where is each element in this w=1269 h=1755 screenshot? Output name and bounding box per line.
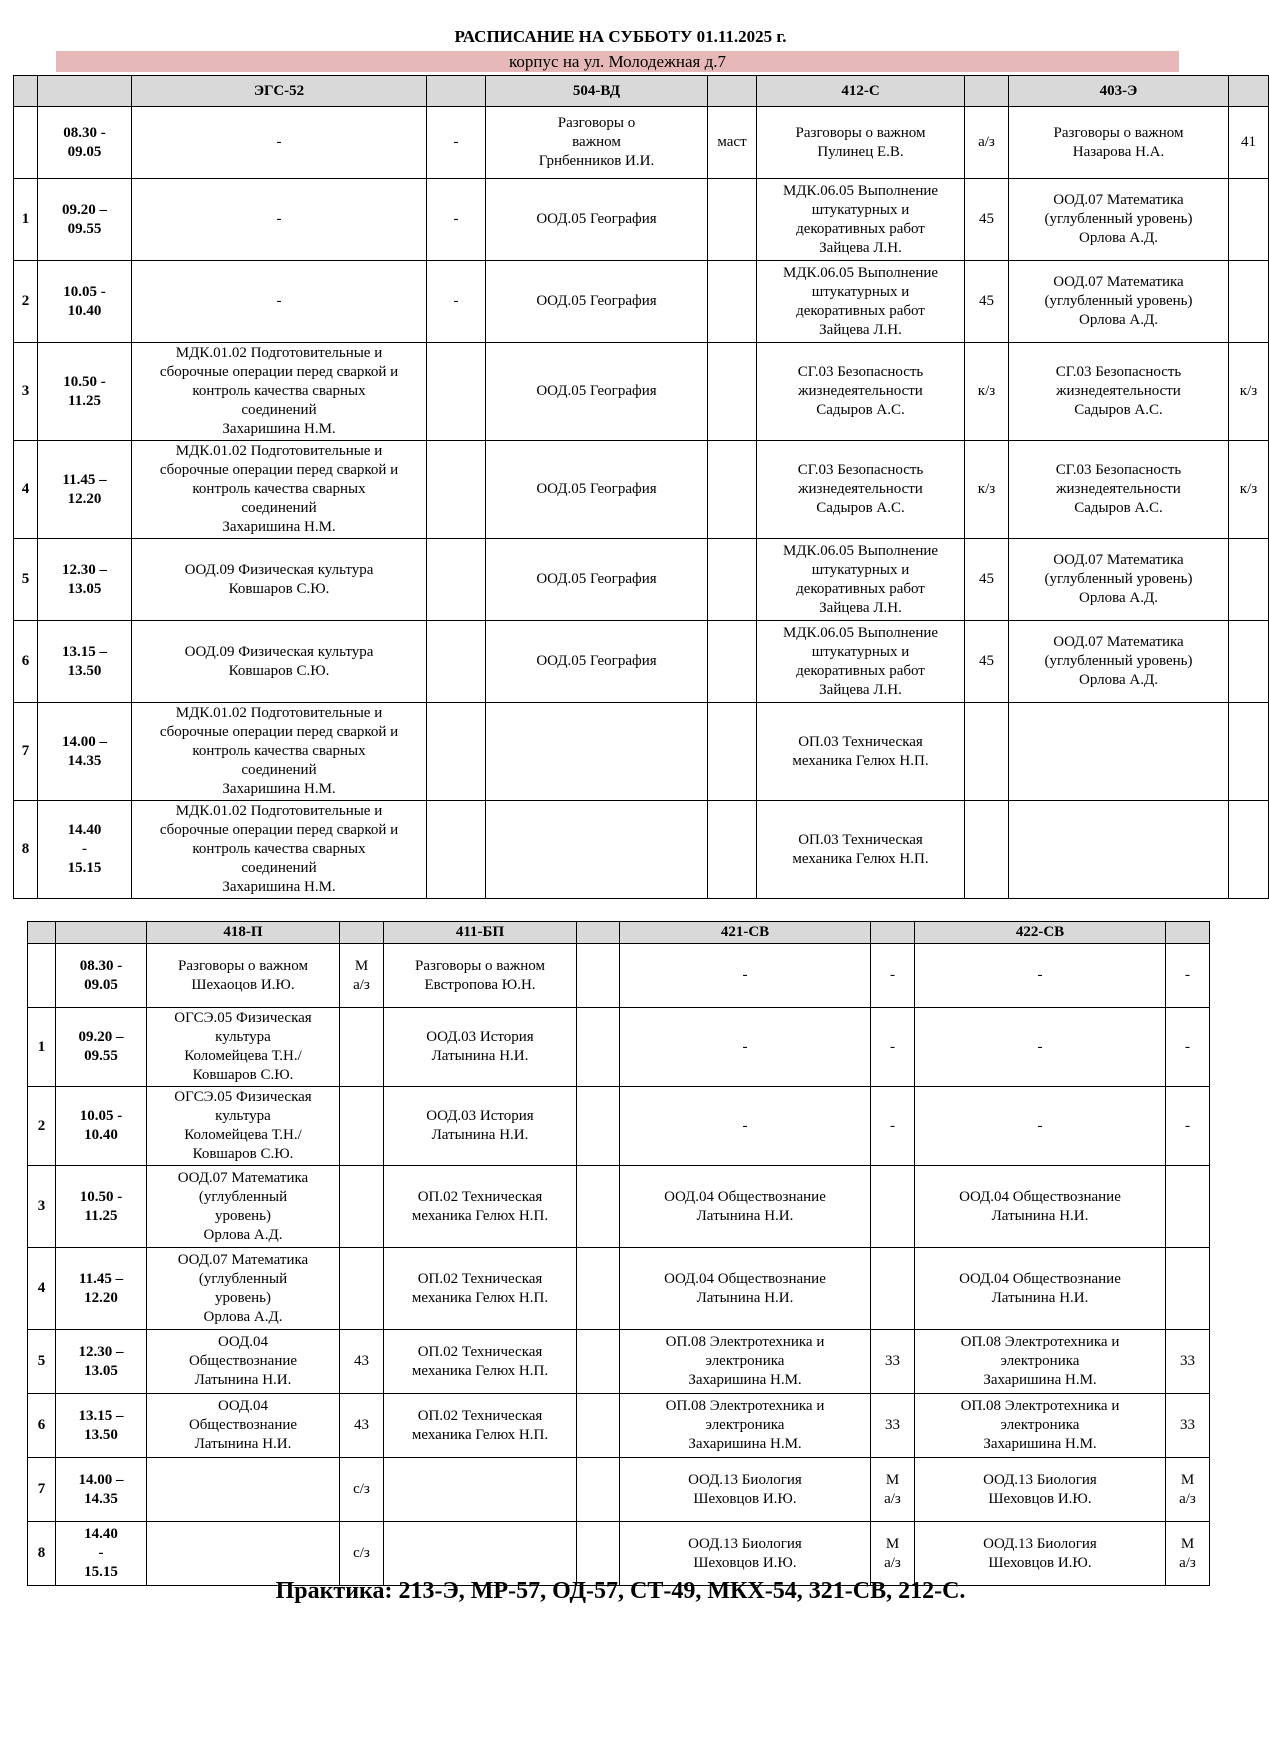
room-cell [708,621,757,703]
room-cell: 33 [1166,1394,1210,1458]
room-cell [1229,179,1269,261]
room-cell: 33 [871,1394,915,1458]
lesson-number: 8 [28,1522,56,1586]
room-cell [1229,801,1269,899]
lesson-time: 11.45 – 12.20 [38,441,132,539]
room-cell: 45 [965,621,1009,703]
room-cell [871,1166,915,1248]
lesson-cell: ООД.05 География [486,343,708,441]
lesson-number: 5 [14,539,38,621]
lesson-cell: ОП.03 Техническая механика Гелюх Н.П. [757,801,965,899]
lesson-cell: МДК.06.05 Выполнение штукатурных и декоративных работ Зайцева Л.Н. [757,621,965,703]
lesson-cell: СГ.03 Безопасность жизнедеятельности Садыров А.С. [1009,441,1229,539]
lesson-number: 5 [28,1330,56,1394]
lesson-cell: - [620,1008,871,1087]
lesson-number [14,107,38,179]
table-row [28,1522,1210,1586]
lesson-cell: ОП.08 Электротехника и электроника Захаришина Н.М. [620,1394,871,1458]
room-cell: - [427,179,486,261]
group-header: 421-СВ [620,922,871,944]
lesson-cell: СГ.03 Безопасность жизнедеятельности Садыров А.С. [757,343,965,441]
lesson-cell: Разговоры о важном Шехаоцов И.Ю. [147,944,340,1008]
lesson-cell: ОП.02 Техническая механика Гелюх Н.П. [384,1394,577,1458]
table-row [14,107,1269,179]
lesson-cell: Разговоры о важном Евстропова Ю.Н. [384,944,577,1008]
room-cell: М а/з [871,1522,915,1586]
practice-footer: Практика: 213-Э, МР-57, ОД-57, СТ-49, МКХ-54, 321-СВ, 212-С. [275,1578,966,1604]
lesson-cell: Разговоры о важном Пулинец Е.В. [757,107,965,179]
room-cell: М а/з [340,944,384,1008]
lesson-cell: ООД.04 Обществознание Латынина Н.И. [620,1248,871,1330]
room-cell [577,1248,620,1330]
lesson-cell: ООД.03 История Латынина Н.И. [384,1008,577,1087]
lesson-cell: ОП.08 Электротехника и электроника Захаришина Н.М. [915,1330,1166,1394]
lesson-cell: ОП.02 Техническая механика Гелюх Н.П. [384,1248,577,1330]
room-cell [1166,1248,1210,1330]
table-row [14,621,1269,703]
table-row [14,801,1269,899]
lesson-cell: ООД.07 Математика (углубленный уровень) Орлова А.Д. [1009,261,1229,343]
lesson-number [28,944,56,1008]
lesson-time: 10.05 - 10.40 [38,261,132,343]
room-cell [871,1248,915,1330]
room-cell [708,801,757,899]
header-blank [965,76,1009,107]
lesson-cell: ООД.07 Математика (углубленный уровень) Орлова А.Д. [147,1248,340,1330]
room-cell: 41 [1229,107,1269,179]
table-row [14,703,1269,801]
lesson-cell: ОП.03 Техническая механика Гелюх Н.П. [757,703,965,801]
lesson-cell: ООД.04 Обществознание Латынина Н.И. [147,1330,340,1394]
lesson-cell: - [915,944,1166,1008]
group-header: 422-СВ [915,922,1166,944]
lesson-time: 14.00 – 14.35 [56,1458,147,1522]
room-cell: с/з [340,1522,384,1586]
lesson-time: 14.00 – 14.35 [38,703,132,801]
room-cell: к/з [965,441,1009,539]
room-cell: - [1166,1087,1210,1166]
table-row [14,343,1269,441]
room-cell [577,1458,620,1522]
lesson-cell: ООД.13 Биология Шеховцов И.Ю. [620,1458,871,1522]
lesson-time: 10.50 - 11.25 [38,343,132,441]
room-cell [577,944,620,1008]
lesson-number: 3 [28,1166,56,1248]
lesson-cell: ОП.08 Электротехника и электроника Захаришина Н.М. [915,1394,1166,1458]
room-cell [577,1087,620,1166]
room-cell: 43 [340,1330,384,1394]
lesson-number: 4 [14,441,38,539]
room-cell [1166,1166,1210,1248]
table-row [28,1166,1210,1248]
lesson-cell: - [132,179,427,261]
lesson-cell: ООД.04 Обществознание Латынина Н.И. [915,1166,1166,1248]
group-header: 403-Э [1009,76,1229,107]
room-cell [427,343,486,441]
lesson-cell: - [132,107,427,179]
lesson-cell [486,703,708,801]
lesson-cell: МДК.01.02 Подготовительные и сборочные операции перед сваркой и контроль качества сварных соединений Захаришина Н.М. [132,343,427,441]
table-header-row [14,76,1269,107]
table-row [14,179,1269,261]
table-row [28,1248,1210,1330]
lesson-cell: ОГСЭ.05 Физическая культура Коломейцева Т.Н./ Ковшаров С.Ю. [147,1087,340,1166]
room-cell [340,1248,384,1330]
header-blank [577,922,620,944]
lesson-cell: МДК.06.05 Выполнение штукатурных и декоративных работ Зайцева Л.Н. [757,179,965,261]
lesson-cell: ООД.05 География [486,539,708,621]
room-cell [708,703,757,801]
room-cell [340,1166,384,1248]
header-blank [340,922,384,944]
room-cell: с/з [340,1458,384,1522]
room-cell [708,441,757,539]
lesson-number: 1 [14,179,38,261]
lesson-time: 08.30 - 09.05 [56,944,147,1008]
room-cell [1229,703,1269,801]
room-cell [1229,539,1269,621]
lesson-cell [147,1458,340,1522]
table-header-row [28,922,1210,944]
room-cell [427,441,486,539]
lesson-time: 09.20 – 09.55 [56,1008,147,1087]
room-cell [708,343,757,441]
page-title: РАСПИСАНИЕ НА СУББОТУ 01.11.2025 г. [454,27,787,46]
lesson-cell [384,1458,577,1522]
room-cell [708,261,757,343]
group-header: 412-С [757,76,965,107]
lesson-cell: ООД.07 Математика (углубленный уровень) Орлова А.Д. [147,1166,340,1248]
lesson-cell: ООД.05 География [486,261,708,343]
room-cell [577,1008,620,1087]
lesson-time: 10.05 - 10.40 [56,1087,147,1166]
lesson-cell: ОГСЭ.05 Физическая культура Коломейцева Т.Н./ Ковшаров С.Ю. [147,1008,340,1087]
lesson-time: 13.15 – 13.50 [38,621,132,703]
room-cell: - [1166,944,1210,1008]
room-cell: - [1166,1008,1210,1087]
room-cell [427,539,486,621]
group-header: ЭГС-52 [132,76,427,107]
table-row [14,539,1269,621]
lesson-cell: ООД.13 Биология Шеховцов И.Ю. [915,1458,1166,1522]
lesson-number: 3 [14,343,38,441]
lesson-cell: СГ.03 Безопасность жизнедеятельности Садыров А.С. [757,441,965,539]
room-cell [965,801,1009,899]
table-row [28,1008,1210,1087]
lesson-cell: ООД.04 Обществознание Латынина Н.И. [915,1248,1166,1330]
lesson-number: 1 [28,1008,56,1087]
lesson-time: 14.40 - 15.15 [38,801,132,899]
lesson-cell: ООД.09 Физическая культура Ковшаров С.Ю. [132,621,427,703]
lesson-number: 2 [14,261,38,343]
room-cell: - [427,261,486,343]
table-row [28,944,1210,1008]
room-cell [1229,261,1269,343]
header-blank [1166,922,1210,944]
group-header: 504-ВД [486,76,708,107]
lesson-cell [384,1522,577,1586]
lesson-number: 6 [14,621,38,703]
header-blank [56,922,147,944]
lesson-cell: МДК.06.05 Выполнение штукатурных и декоративных работ Зайцева Л.Н. [757,261,965,343]
page-subtitle: корпус на ул. Молодежная д.7 [56,51,1179,72]
table-row [28,1087,1210,1166]
room-cell [427,703,486,801]
room-cell [708,179,757,261]
lesson-cell: ООД.07 Математика (углубленный уровень) Орлова А.Д. [1009,539,1229,621]
lesson-cell: МДК.01.02 Подготовительные и сборочные операции перед сваркой и контроль качества сварных соединений Захаришина Н.М. [132,703,427,801]
lesson-number: 2 [28,1087,56,1166]
lesson-cell: - [620,1087,871,1166]
lesson-cell [147,1522,340,1586]
room-cell: 45 [965,539,1009,621]
lesson-cell: ООД.13 Биология Шеховцов И.Ю. [915,1522,1166,1586]
table-row [28,1394,1210,1458]
room-cell [965,703,1009,801]
room-cell [340,1087,384,1166]
room-cell: М а/з [1166,1458,1210,1522]
lesson-cell: - [915,1087,1166,1166]
header-blank [38,76,132,107]
room-cell: - [871,1008,915,1087]
table-row [14,261,1269,343]
room-cell: 33 [871,1330,915,1394]
lesson-cell: ООД.09 Физическая культура Ковшаров С.Ю. [132,539,427,621]
lesson-time: 14.40 - 15.15 [56,1522,147,1586]
lesson-cell: ООД.04 Обществознание Латынина Н.И. [147,1394,340,1458]
room-cell [577,1522,620,1586]
lesson-cell: - [620,944,871,1008]
room-cell: 43 [340,1394,384,1458]
lesson-cell: ООД.07 Математика (углубленный уровень) Орлова А.Д. [1009,621,1229,703]
room-cell: маст [708,107,757,179]
group-header: 418-П [147,922,340,944]
room-cell: М а/з [1166,1522,1210,1586]
room-cell [708,539,757,621]
lesson-cell: ООД.05 География [486,621,708,703]
room-cell: к/з [1229,343,1269,441]
room-cell [577,1394,620,1458]
header-blank [427,76,486,107]
room-cell [340,1008,384,1087]
room-cell [577,1166,620,1248]
room-cell: 45 [965,261,1009,343]
room-cell: 45 [965,179,1009,261]
header-blank [1229,76,1269,107]
lesson-cell [1009,703,1229,801]
lesson-cell: - [915,1008,1166,1087]
lesson-number: 7 [28,1458,56,1522]
lesson-cell: Разговоры о важном Назарова Н.А. [1009,107,1229,179]
room-cell: 33 [1166,1330,1210,1394]
schedule-table-2 [27,921,1210,1586]
table-row [14,441,1269,539]
lesson-time: 09.20 – 09.55 [38,179,132,261]
lesson-time: 11.45 – 12.20 [56,1248,147,1330]
table-row [28,1330,1210,1394]
lesson-cell: МДК.06.05 Выполнение штукатурных и декоративных работ Зайцева Л.Н. [757,539,965,621]
room-cell [427,801,486,899]
lesson-cell: МДК.01.02 Подготовительные и сборочные операции перед сваркой и контроль качества сварных соединений Захаришина Н.М. [132,801,427,899]
lesson-time: 13.15 – 13.50 [56,1394,147,1458]
room-cell: - [871,944,915,1008]
header-blank [28,922,56,944]
header-blank [871,922,915,944]
header-blank [14,76,38,107]
lesson-cell: ООД.03 История Латынина Н.И. [384,1087,577,1166]
lesson-time: 12.30 – 13.05 [56,1330,147,1394]
lesson-cell: СГ.03 Безопасность жизнедеятельности Садыров А.С. [1009,343,1229,441]
lesson-cell: ООД.05 География [486,441,708,539]
lesson-cell: - [132,261,427,343]
lesson-cell: ООД.04 Обществознание Латынина Н.И. [620,1166,871,1248]
room-cell: - [871,1087,915,1166]
lesson-cell: ОП.02 Техническая механика Гелюх Н.П. [384,1166,577,1248]
lesson-cell: МДК.01.02 Подготовительные и сборочные операции перед сваркой и контроль качества сварных соединений Захаришина Н.М. [132,441,427,539]
lesson-time: 08.30 - 09.05 [38,107,132,179]
lesson-time: 12.30 – 13.05 [38,539,132,621]
room-cell [427,621,486,703]
lesson-cell: ОП.08 Электротехника и электроника Захаришина Н.М. [620,1330,871,1394]
lesson-number: 7 [14,703,38,801]
lesson-time: 10.50 - 11.25 [56,1166,147,1248]
table-row [28,1458,1210,1522]
lesson-cell: ООД.05 География [486,179,708,261]
room-cell [577,1330,620,1394]
lesson-number: 6 [28,1394,56,1458]
room-cell: - [427,107,486,179]
room-cell [1229,621,1269,703]
lesson-cell [486,801,708,899]
lesson-cell: Разговоры о важном Грнбенников И.И. [486,107,708,179]
schedule-table-1 [13,75,1269,899]
lesson-cell [1009,801,1229,899]
lesson-cell: ООД.13 Биология Шеховцов И.Ю. [620,1522,871,1586]
lesson-cell: ООД.07 Математика (углубленный уровень) Орлова А.Д. [1009,179,1229,261]
room-cell: к/з [965,343,1009,441]
group-header: 411-БП [384,922,577,944]
lesson-number: 8 [14,801,38,899]
room-cell: к/з [1229,441,1269,539]
room-cell: М а/з [871,1458,915,1522]
lesson-number: 4 [28,1248,56,1330]
header-blank [708,76,757,107]
lesson-cell: ОП.02 Техническая механика Гелюх Н.П. [384,1330,577,1394]
room-cell: а/з [965,107,1009,179]
